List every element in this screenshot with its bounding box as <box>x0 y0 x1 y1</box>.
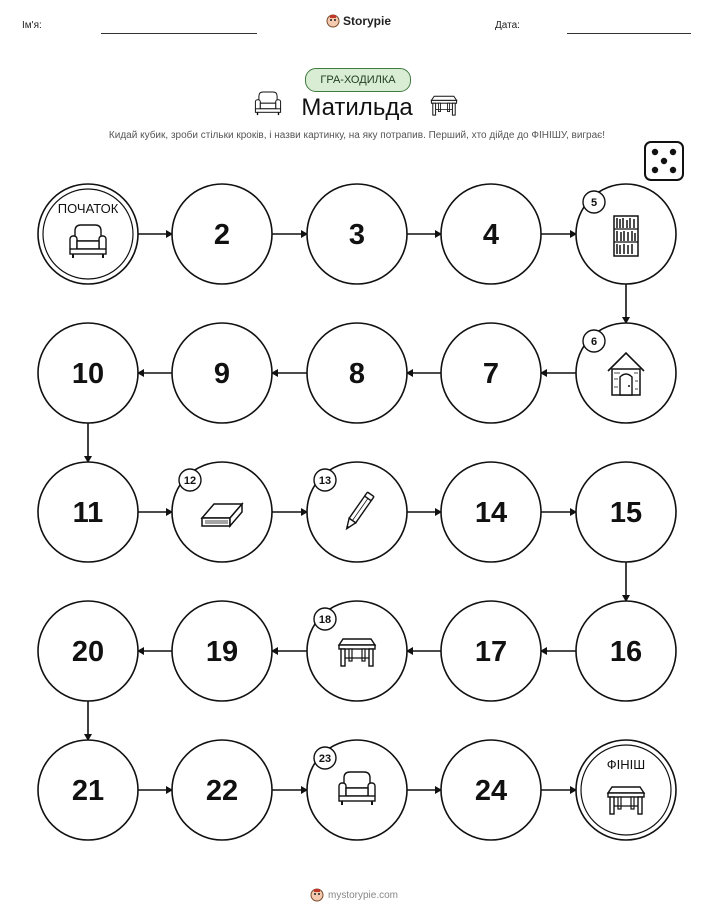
board-space <box>38 462 138 562</box>
board-space <box>307 323 407 423</box>
armchair-icon <box>255 92 280 115</box>
space-number: 5 <box>590 197 598 209</box>
board-space <box>576 601 676 701</box>
space-number: 4 <box>482 219 500 251</box>
board-space <box>576 462 676 562</box>
dice-icon <box>645 142 683 180</box>
start-label: ПОЧАТОК <box>57 201 119 216</box>
board-space <box>172 462 272 562</box>
board-space <box>441 323 541 423</box>
board-space <box>38 323 138 423</box>
space-number: 12 <box>183 475 197 487</box>
space-number: 17 <box>474 636 508 668</box>
footer <box>310 888 398 902</box>
board-space <box>172 323 272 423</box>
space-number: 18 <box>318 614 332 626</box>
space-number: 21 <box>71 775 105 807</box>
space-number: 11 <box>72 497 104 529</box>
space-number: 23 <box>318 753 332 765</box>
space-number: 13 <box>318 475 332 487</box>
space-number: 22 <box>205 775 239 807</box>
finish-label: ФІНІШ <box>606 757 646 772</box>
finish-space <box>576 740 676 840</box>
space-number: 24 <box>474 775 508 807</box>
armchair-icon <box>339 772 375 805</box>
board-space <box>38 601 138 701</box>
board-space <box>307 184 407 284</box>
space-number: 19 <box>205 636 239 668</box>
space-number: 20 <box>71 636 105 668</box>
page-title: Матильда <box>301 94 413 121</box>
brand-name: Storypie <box>343 14 392 28</box>
game-type-badge: ГРА-ХОДИЛКА <box>305 68 411 92</box>
mascot-icon <box>310 888 324 902</box>
space-number: 9 <box>213 358 231 390</box>
board-space <box>441 740 541 840</box>
board-space <box>307 740 407 840</box>
space-number: 2 <box>213 219 231 251</box>
space-number: 16 <box>609 636 643 668</box>
date-label: Дата: <box>495 20 520 31</box>
bookshelf-icon <box>614 216 638 256</box>
board-space <box>172 184 272 284</box>
start-space <box>38 184 138 284</box>
space-number: 15 <box>609 497 643 529</box>
board-space <box>172 601 272 701</box>
armchair-icon <box>70 225 106 258</box>
footer-url: mystorypie.com <box>328 889 399 901</box>
space-number: 10 <box>71 358 105 390</box>
board-space <box>441 462 541 562</box>
board-space <box>307 462 407 562</box>
space-number: 8 <box>348 358 366 390</box>
name-label: Ім'я: <box>22 20 42 31</box>
board-space <box>576 184 676 284</box>
space-number: 14 <box>474 497 508 529</box>
board-space <box>441 184 541 284</box>
board-space <box>441 601 541 701</box>
board-space <box>307 601 407 701</box>
stool-icon <box>431 96 456 115</box>
space-number: 7 <box>482 358 500 390</box>
board-space <box>38 740 138 840</box>
space-number: 6 <box>590 336 598 348</box>
instructions: Кидай кубик, зроби стільки кроків, і назви картинку, на яку потрапив. Перший, хто дійде до ФІНІШУ, виграє! <box>108 130 606 141</box>
space-number: 3 <box>348 219 366 251</box>
board-space <box>576 323 676 423</box>
board-space <box>172 740 272 840</box>
